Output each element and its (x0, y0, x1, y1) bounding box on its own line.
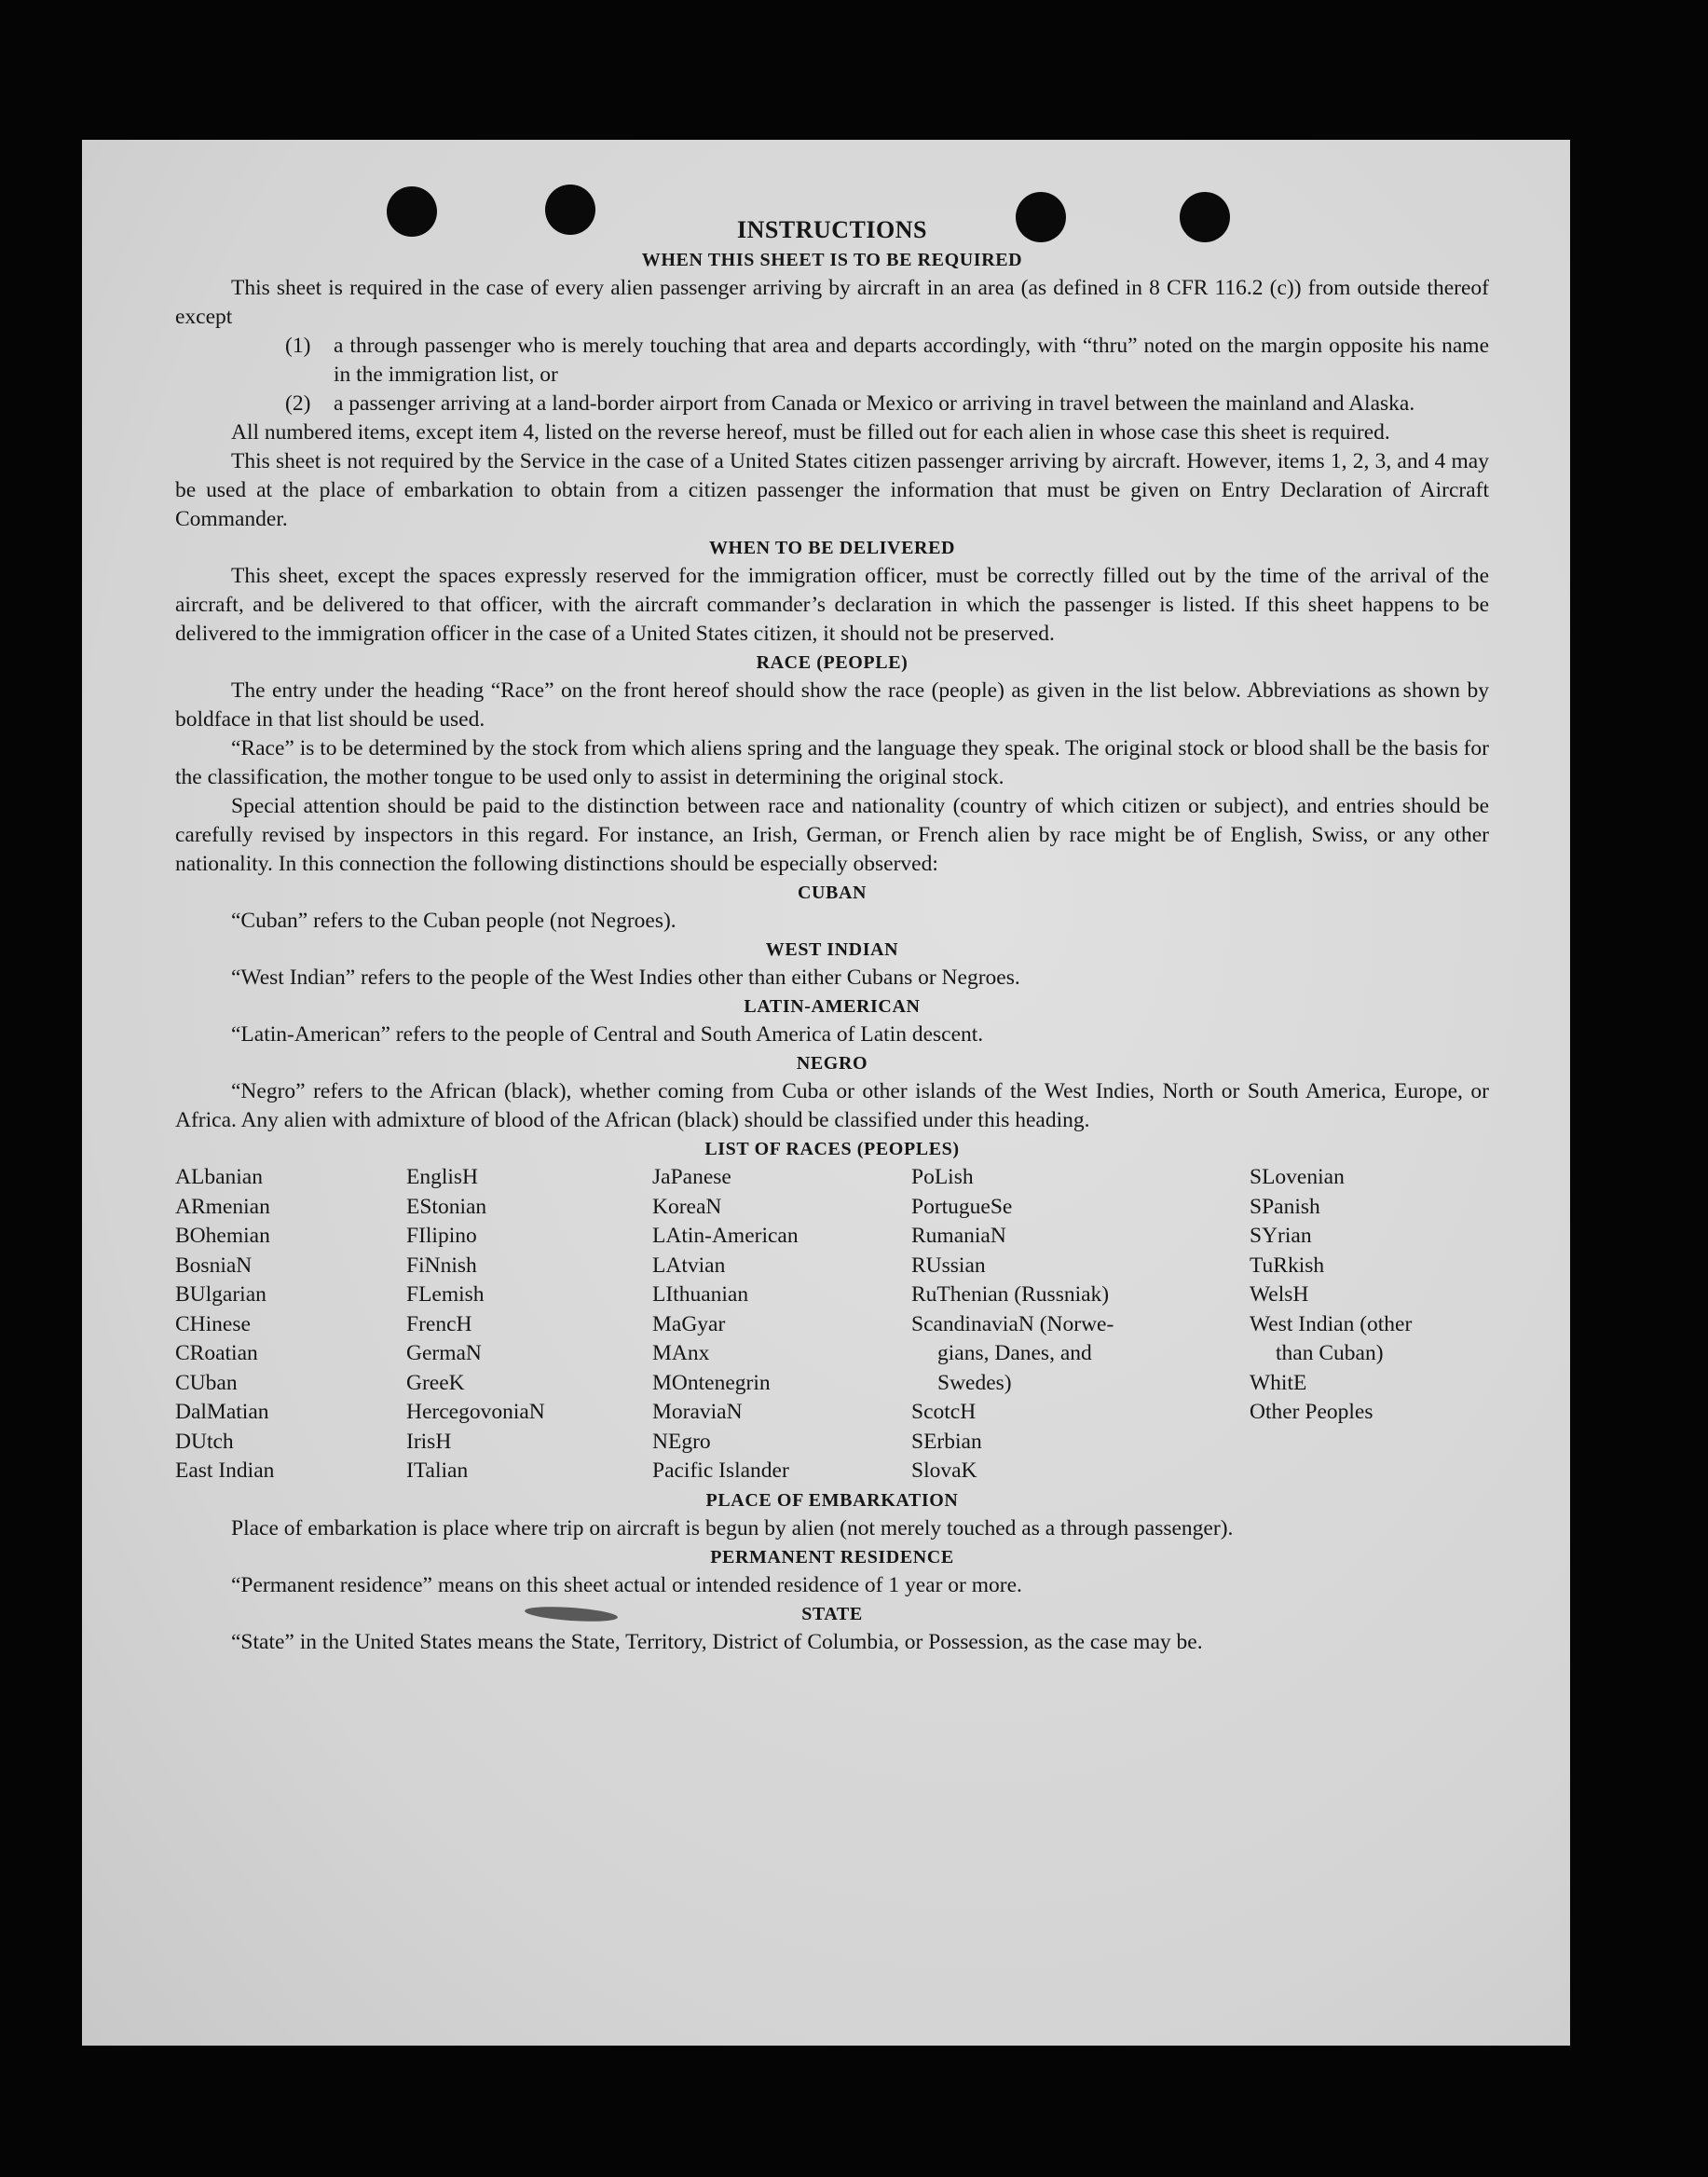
race-entry: ARmenian (175, 1194, 270, 1219)
cuban-text: “Cuban” refers to the Cuban people (not Negroes). (231, 909, 676, 933)
race-entry: ScotcH (911, 1400, 977, 1424)
race-entry: CHinese (175, 1311, 251, 1336)
race-entry: LIthuanian (652, 1282, 749, 1307)
race-entry: FrencH (406, 1311, 472, 1336)
heading-permanent-residence: PERMANENT RESIDENCE (710, 1546, 954, 1568)
race-entry: gians, Danes, and (937, 1341, 1092, 1365)
race-entry: East Indian (175, 1458, 275, 1483)
race-entry: HercegovoniaN (406, 1400, 545, 1424)
residence-text: “Permanent residence” means on this sheet actual or intended residence of 1 year or more. (231, 1572, 1022, 1597)
required-para-items: All numbered items, except item 4, listed on the reverse hereof, must be filled out for each alien in whose case this sheet is required. (231, 420, 1390, 445)
race-entry: BOhemian (175, 1224, 270, 1248)
race-entry: RUssian (911, 1253, 986, 1278)
race-entry: RumaniaN (911, 1224, 1006, 1248)
race-entry: NEgro (652, 1429, 711, 1454)
race-entry: LAtin-American (652, 1224, 799, 1248)
heading-cuban: CUBAN (797, 883, 868, 903)
races-list (175, 1163, 1489, 1486)
races-column-3 (652, 1163, 911, 1486)
race-entry: PoLish (911, 1165, 974, 1189)
race-entry: MOntenegrin (652, 1370, 771, 1395)
race-entry: West Indian (other (1250, 1311, 1413, 1336)
race-entry: JaPanese (652, 1165, 731, 1189)
negro-text: “Negro” refers to the African (black), whether coming from Cuba or other islands of the West Indies, North or South America, Europe, or Africa. Any alien with admixture of blood of the African (black) should be classified under this heading. (175, 1079, 1489, 1132)
race-entry: ALbanian (175, 1165, 263, 1189)
race-entry: MAnx (652, 1341, 710, 1365)
race-entry: WhitE (1250, 1370, 1307, 1395)
race-para-3: Special attention should be paid to the distinction between race and nationality (country of which citizen or subject), and entries should be carefully revised by inspectors in this regard. For instance, an Irish, German, or French alien by race might be of English, Swiss, or any other nationality. In this connection the following distinctions should be especially observed: (175, 794, 1489, 876)
race-entry: BUlgarian (175, 1282, 266, 1307)
heading-embarkation: PLACE OF EMBARKATION (705, 1489, 959, 1511)
race-entry: FiNnish (406, 1253, 477, 1278)
race-entry: ITalian (406, 1458, 469, 1483)
race-entry: CRoatian (175, 1341, 258, 1365)
race-entry: SlovaK (911, 1458, 977, 1483)
race-entry: than Cuban) (1276, 1341, 1384, 1365)
race-entry: MaGyar (652, 1311, 726, 1336)
race-entry: SYrian (1250, 1224, 1312, 1248)
race-entry: GermaN (406, 1341, 482, 1365)
race-entry: DUtch (175, 1429, 234, 1454)
delivered-text: This sheet, except the spaces expressly reserved for the immigration officer, must be correctly filled out by the time of the arrival of the aircraft, and be delivered to that officer, with the aircraft commander’s declaration in which the passenger is listed. If this sheet happens to be delivered to the immigration officer in the case of a United States citizen, it should not be preserved. (175, 564, 1489, 646)
heading-when-delivered: WHEN TO BE DELIVERED (708, 538, 956, 558)
race-entry: PortugueSe (911, 1194, 1013, 1219)
heading-races-list: LIST OF RACES (PEOPLES) (704, 1139, 960, 1159)
races-column-5 (1250, 1163, 1489, 1486)
race-entry: SErbian (911, 1429, 982, 1454)
race-entry: FIlipino (406, 1224, 477, 1248)
heading-state: STATE (801, 1603, 863, 1624)
heading-latin-american: LATIN-AMERICAN (744, 996, 921, 1017)
race-entry: RuThenian (Russniak) (911, 1282, 1110, 1307)
embarkation-text: Place of embarkation is place where trip on aircraft is begun by alien (not merely touched as a through passenger). (231, 1515, 1234, 1540)
race-entry: LAtvian (652, 1253, 726, 1278)
race-entry: Other Peoples (1250, 1400, 1373, 1424)
race-entry: EStonian (406, 1194, 487, 1219)
race-entry: SLovenian (1250, 1165, 1345, 1189)
heading-race: RACE (PEOPLE) (756, 652, 909, 673)
race-entry: CUban (175, 1370, 238, 1395)
state-text: “State” in the United States means the State, Territory, District of Columbia, or Possession, as the case may be. (231, 1629, 1203, 1654)
races-column-2 (406, 1163, 652, 1486)
document-sheet (82, 140, 1570, 2046)
exception-item: (2) a passenger arriving at a land-border airport from Canada or Mexico or arriving in travel between the mainland and Alaska. (285, 391, 1415, 416)
race-entry: TuRkish (1250, 1253, 1325, 1278)
latin-american-text: “Latin-American” refers to the people of Central and South America of Latin descent. (231, 1022, 984, 1047)
west-indian-text: “West Indian” refers to the people of the West Indies other than either Cubans or Negroes. (231, 965, 1020, 990)
race-entry: KoreaN (652, 1194, 722, 1219)
race-entry: Swedes) (937, 1370, 1012, 1395)
race-entry: ScandinaviaN (Norwe- (911, 1311, 1114, 1336)
heading-negro: NEGRO (796, 1053, 868, 1074)
instructions-content (175, 214, 1489, 1657)
race-entry: BosniaN (175, 1253, 253, 1278)
race-entry: IrisH (406, 1429, 452, 1454)
race-entry: MoraviaN (652, 1400, 743, 1424)
required-intro: This sheet is required in the case of every alien passenger arriving by aircraft in an area (as defined in 8 CFR 116.2 (c)) from outside thereof except (175, 276, 1489, 329)
races-column-1 (175, 1163, 406, 1486)
race-entry: Pacific Islander (652, 1458, 789, 1483)
race-entry: SPanish (1250, 1194, 1320, 1219)
required-para-citizen: This sheet is not required by the Service in the case of a United States citizen passenger arriving by aircraft. However, items 1, 2, 3, and 4 may be used at the place of embarkation to obtain from a citizen passenger the information that must be given on Entry Declaration of Aircraft Commander. (175, 449, 1489, 531)
race-entry: WelsH (1250, 1282, 1309, 1307)
race-entry: DalMatian (175, 1400, 269, 1424)
heading-west-indian: WEST INDIAN (765, 939, 899, 960)
race-entry: GreeK (406, 1370, 465, 1395)
race-entry: FLemish (406, 1282, 485, 1307)
heading-when-required: WHEN THIS SHEET IS TO BE REQUIRED (641, 250, 1023, 270)
races-column-4 (911, 1163, 1250, 1486)
exception-item: (1) a through passenger who is merely touching that area and departs accordingly, with “thru” noted on the margin opposite his name in the immigration list, or (285, 334, 1489, 387)
page-title: INSTRUCTIONS (737, 216, 927, 243)
race-entry: EnglisH (406, 1165, 479, 1189)
race-para-1: The entry under the heading “Race” on the front hereof should show the race (people) as given in the list below. Abbreviations as shown by boldface in that list should be used. (175, 678, 1489, 732)
race-para-2: “Race” is to be determined by the stock from which aliens spring and the language they speak. The original stock or blood shall be the basis for the classification, the mother tongue to be used only to assist in determining the original stock. (175, 736, 1489, 789)
